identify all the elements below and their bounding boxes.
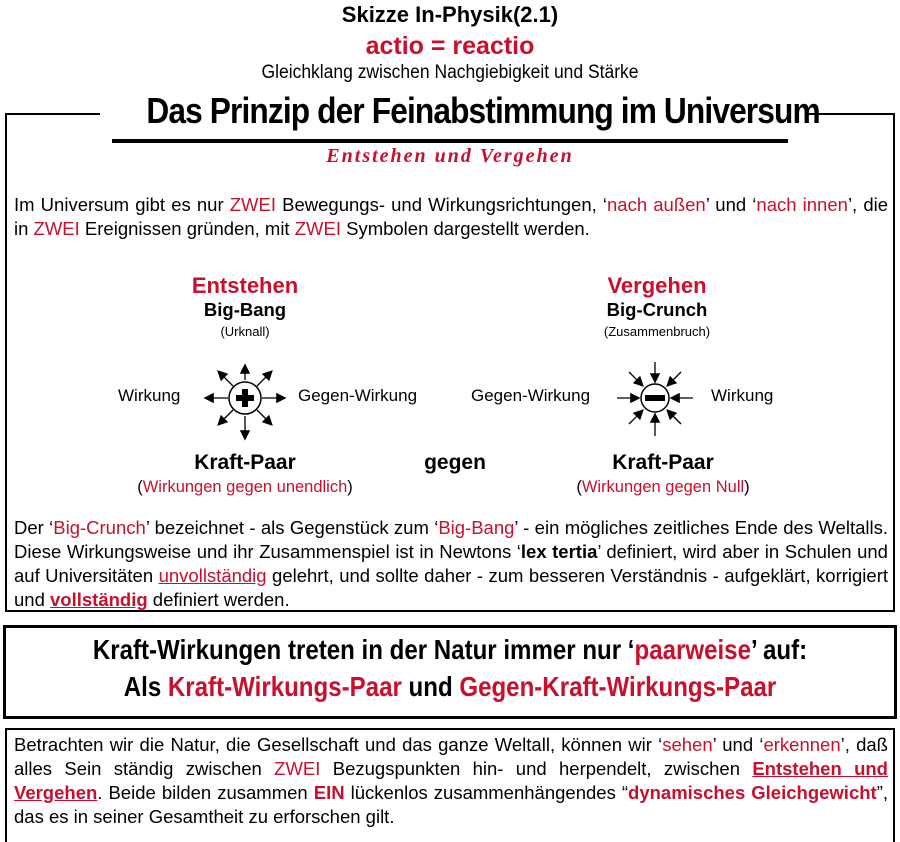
left-gegen-wirkung-label: Gegen-Wirkung <box>298 386 418 405</box>
left-kraft-paar-label: Kraft-Paar <box>194 451 296 474</box>
left-wirkung-label: Wirkung <box>118 386 181 405</box>
gleichklang-subheading: Gleichklang zwischen Nachgiebigkeit und Stärke <box>261 62 639 83</box>
right-wirkung-label: Wirkung <box>711 386 774 405</box>
big-crunch-label: Big-Crunch <box>606 299 708 320</box>
entstehen-heading: Entstehen <box>191 273 299 298</box>
right-kraft-paar-note: (Wirkungen gegen Null) <box>576 478 750 496</box>
intro-paragraph: Im Universum gibt es nur ZWEI Bewegungs- und Wirkungsrichtungen, ‘nach außen’ und ‘nach innen’, die in ZWEI Ereignissen gründen, mit ZWEI Symbolen dargestellt werden. <box>14 194 889 239</box>
page-title: Das Prinzip der Feinabstimmung im Universum <box>146 90 820 131</box>
big-crunch-paragraph: Der ‘Big-Crunch’ bezeichnet - als Gegenstück zum ‘Big-Bang’ - ein mögliches zeitliches Ende des Weltalls. Diese Wirkungsweise und ihr Zusammenspiel ist in Newtons ‘lex tertia’ definiert, wird aber in Schulen und auf Universitäten unvollständig gelehrt, und sollte daher - zum besseren Verständnis - aufgeklärt, korrigiert und vollständig definiert werden. <box>14 517 888 610</box>
left-kraft-paar-note: (Wirkungen gegen unendlich) <box>137 478 353 496</box>
zusammenbruch-note: (Zusammenbruch) <box>603 324 711 339</box>
big-bang-label: Big-Bang <box>203 299 287 320</box>
actio-reactio-heading: actio = reactio <box>365 32 535 60</box>
title-underline <box>112 139 788 143</box>
right-gegen-wirkung-label: Gegen-Wirkung <box>471 386 591 405</box>
right-kraft-paar-label: Kraft-Paar <box>612 451 714 474</box>
vergehen-heading: Vergehen <box>607 273 707 298</box>
versus-label: gegen <box>424 451 486 474</box>
minus-circle-inward-arrows-icon <box>605 352 705 452</box>
plus-circle-outward-arrows-icon <box>195 352 295 452</box>
sketch-label: Skizze In-Physik(2.1) <box>341 2 559 27</box>
page-subtitle: Entstehen und Vergehen <box>326 145 574 167</box>
frame-top-left-border <box>5 113 100 115</box>
statement-line-2: Als Kraft-Wirkungs-Paar und Gegen-Kraft-Wirkungs-Paar <box>123 671 777 702</box>
urknall-note: (Urknall) <box>220 324 270 339</box>
conclusion-paragraph: Betrachten wir die Natur, die Gesellschaft und das ganze Weltall, können wir ‘sehen’ und ‘erkennen’, daß alles Sein ständig zwischen ZWEI Bezugspunkten hin- und herpendelt, zwischen Entstehen und Vergehen. Beide bilden zusammen EIN lückenlos zusammenhängendes “dynamisches Gleichgewicht”, das es in seiner Gesamtheit zu erforschen gilt. <box>14 734 889 827</box>
big-crunch-column <box>553 273 761 339</box>
statement-line-1: Kraft-Wirkungen treten in der Natur immer nur ‘paarweise’ auf: <box>92 634 808 665</box>
big-bang-column <box>140 273 350 339</box>
